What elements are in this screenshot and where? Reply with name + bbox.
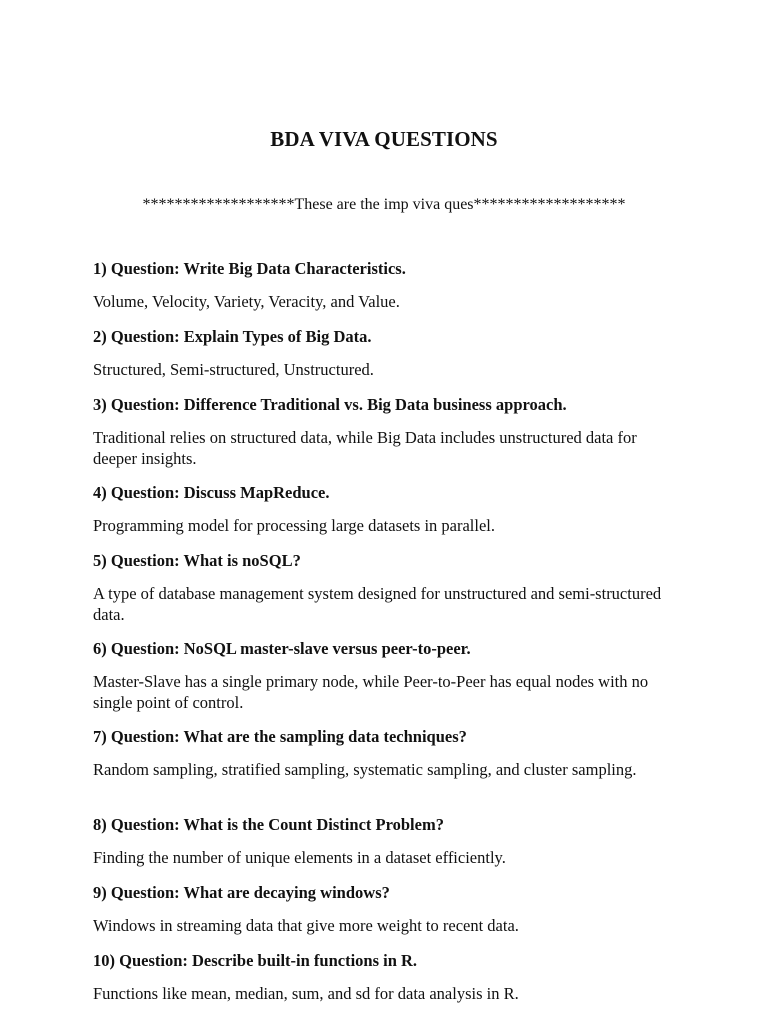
- question-4: 4) Question: Discuss MapReduce.: [93, 483, 330, 502]
- banner-line: *******************These are the imp viva ques*******************: [142, 196, 626, 213]
- question-9: 9) Question: What are decaying windows?: [93, 883, 390, 902]
- question-6: 6) Question: NoSQL master-slave versus peer-to-peer.: [93, 639, 471, 658]
- page-title: BDA VIVA QUESTIONS: [270, 127, 498, 151]
- answer-3: Traditional relies on structured data, while Big Data includes unstructured data for deeper insights.: [93, 428, 637, 468]
- answer-6: Master-Slave has a single primary node, while Peer-to-Peer has equal nodes with no single point of control.: [93, 672, 649, 712]
- question-8: 8) Question: What is the Count Distinct Problem?: [93, 815, 444, 834]
- answer-7: Random sampling, stratified sampling, systematic sampling, and cluster sampling.: [93, 760, 637, 779]
- answer-5: A type of database management system designed for unstructured and semi-structured data.: [93, 584, 662, 624]
- answer-8: Finding the number of unique elements in a dataset efficiently.: [93, 848, 506, 867]
- question-2: 2) Question: Explain Types of Big Data.: [93, 327, 372, 346]
- question-10: 10) Question: Describe built-in functions in R.: [93, 951, 418, 970]
- answer-2: Structured, Semi-structured, Unstructured.: [93, 360, 374, 379]
- answer-4: Programming model for processing large datasets in parallel.: [93, 516, 496, 535]
- answer-1: Volume, Velocity, Variety, Veracity, and Value.: [93, 292, 400, 311]
- question-3: 3) Question: Difference Traditional vs. Big Data business approach.: [93, 395, 567, 414]
- question-7: 7) Question: What are the sampling data techniques?: [93, 727, 467, 746]
- question-1: 1) Question: Write Big Data Characteristics.: [93, 259, 406, 278]
- answer-10: Functions like mean, median, sum, and sd for data analysis in R.: [93, 984, 519, 1003]
- question-5: 5) Question: What is noSQL?: [93, 551, 301, 570]
- answer-9: Windows in streaming data that give more weight to recent data.: [93, 916, 519, 935]
